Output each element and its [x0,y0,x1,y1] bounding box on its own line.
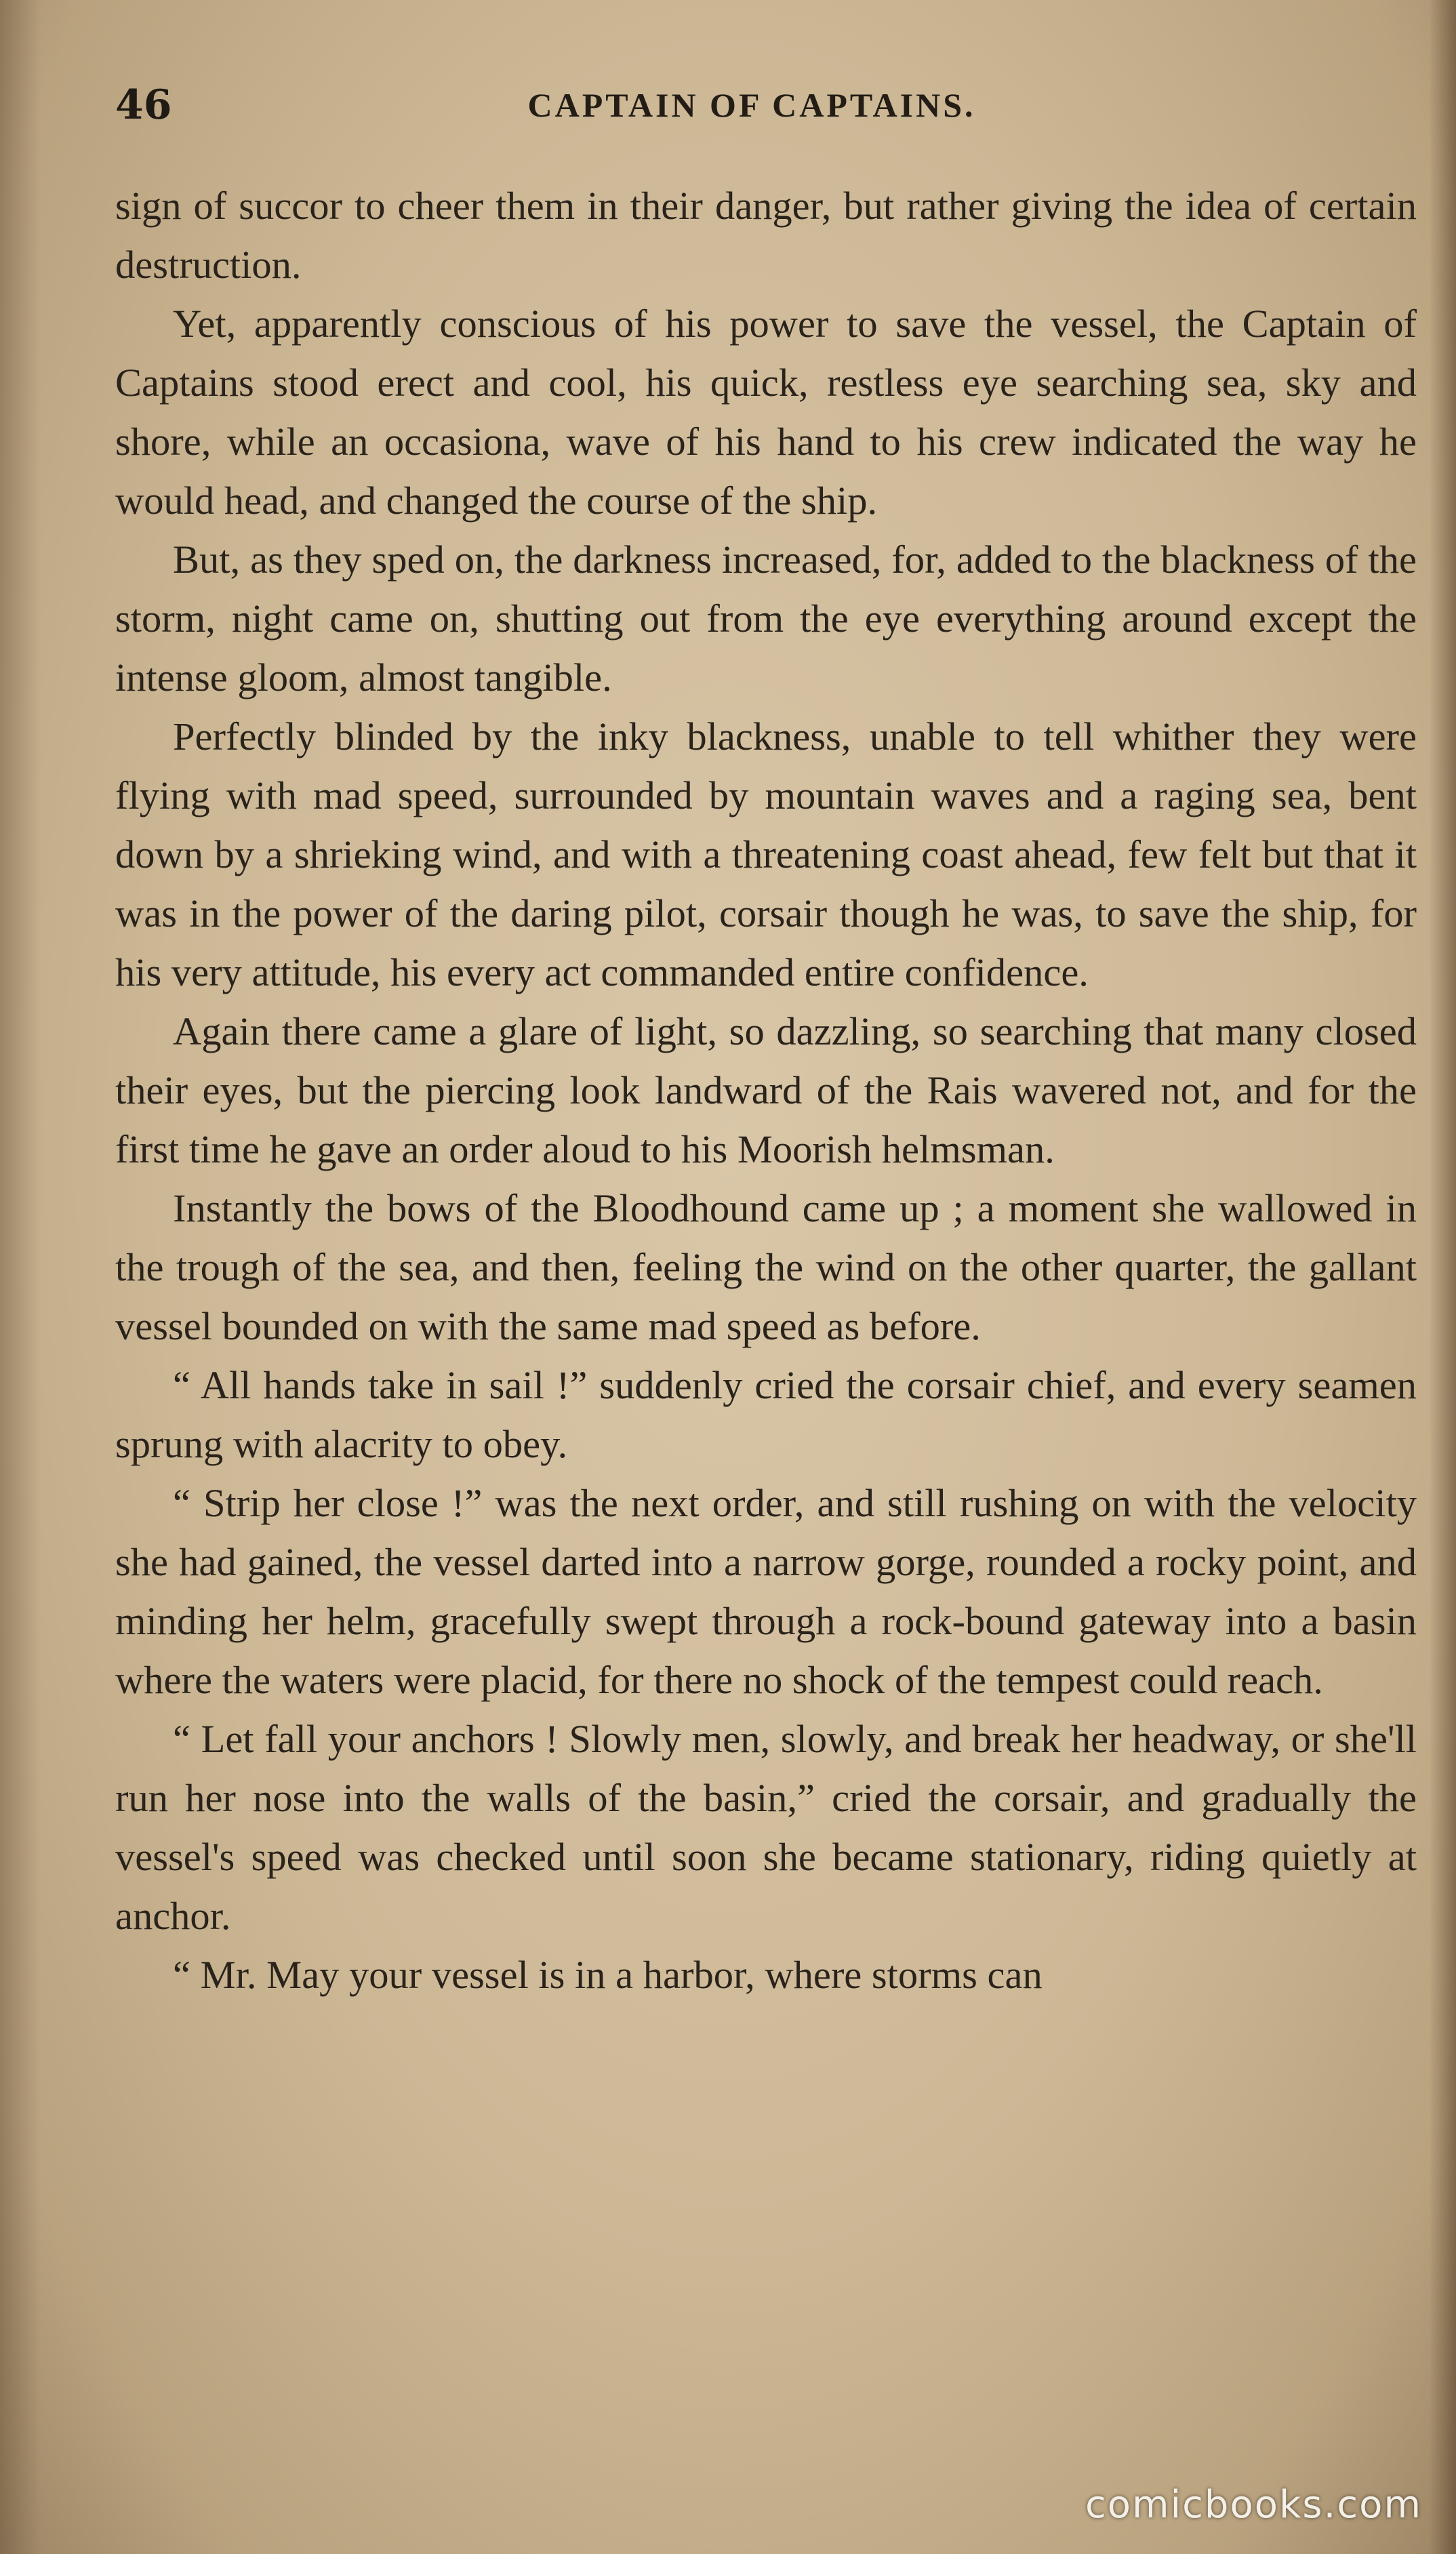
paragraph-2: Yet, apparently conscious of his power to save the vessel, the Captain of Captains stood erect and cool, his quick, restless eye searching sea, sky and shore, while an occasiona, wave of his hand to his crew indicated the way he would head, and changed the course of the ship. [115,302,1417,523]
page-header [115,78,1388,132]
paragraph-10: “ Mr. May your vessel is in a harbor, where storms can [173,1953,1043,1997]
page-number: 46 [115,81,172,129]
running-head: CAPTAIN OF CAPTAINS. [527,86,976,124]
paragraph-1: sign of succor to cheer them in their danger, but rather giving the idea of certain destruction. [115,184,1417,287]
paragraph-7: “ All hands take in sail !” suddenly cried the corsair chief, and every seamen sprung with alacrity to obey. [115,1363,1417,1466]
paragraph-4: Perfectly blinded by the inky blackness, unable to tell whither they were flying with mad speed, surrounded by mountain waves and a raging sea, bent down by a shrieking wind, and with a threatening coast ahead, few felt but that it was in the power of the daring pilot, corsair though he was, to save the ship, for his very attitude, his every act commanded entire confidence. [115,714,1417,994]
paragraph-5: Again there came a glare of light, so dazzling, so searching that many closed their eyes, but the piercing look landward of the Rais wavered not, and for the first time he gave an order aloud to his Moorish helmsman. [115,1009,1417,1171]
paragraph-9: “ Let fall your anchors ! Slowly men, slowly, and break her headway, or she'll run her nose into the walls of the basin,” cried the corsair, and gradually the vessel's speed was checked until soon she became stationary, riding quietly at anchor. [115,1717,1417,1938]
watermark: comicbooks.com [1085,2483,1422,2527]
body-text [115,176,1417,2004]
paragraph-3: But, as they sped on, the darkness increased, for, added to the blackness of the storm, night came on, shutting out from the eye everything around except the intense gloom, almost tangible. [115,538,1417,700]
paragraph-8: “ Strip her close !” was the next order, and still rushing on with the velocity she had gained, the vessel darted into a narrow gorge, rounded a rocky point, and minding her helm, gracefully swept through a rock-bound gateway into a basin where the waters were placid, for there no shock of the tempest could reach. [115,1481,1417,1702]
paragraph-6: Instantly the bows of the Bloodhound came up ; a moment she wallowed in the trough of the sea, and then, feeling the wind on the other quarter, the gallant vessel bounded on with the same mad speed as before. [115,1186,1417,1348]
